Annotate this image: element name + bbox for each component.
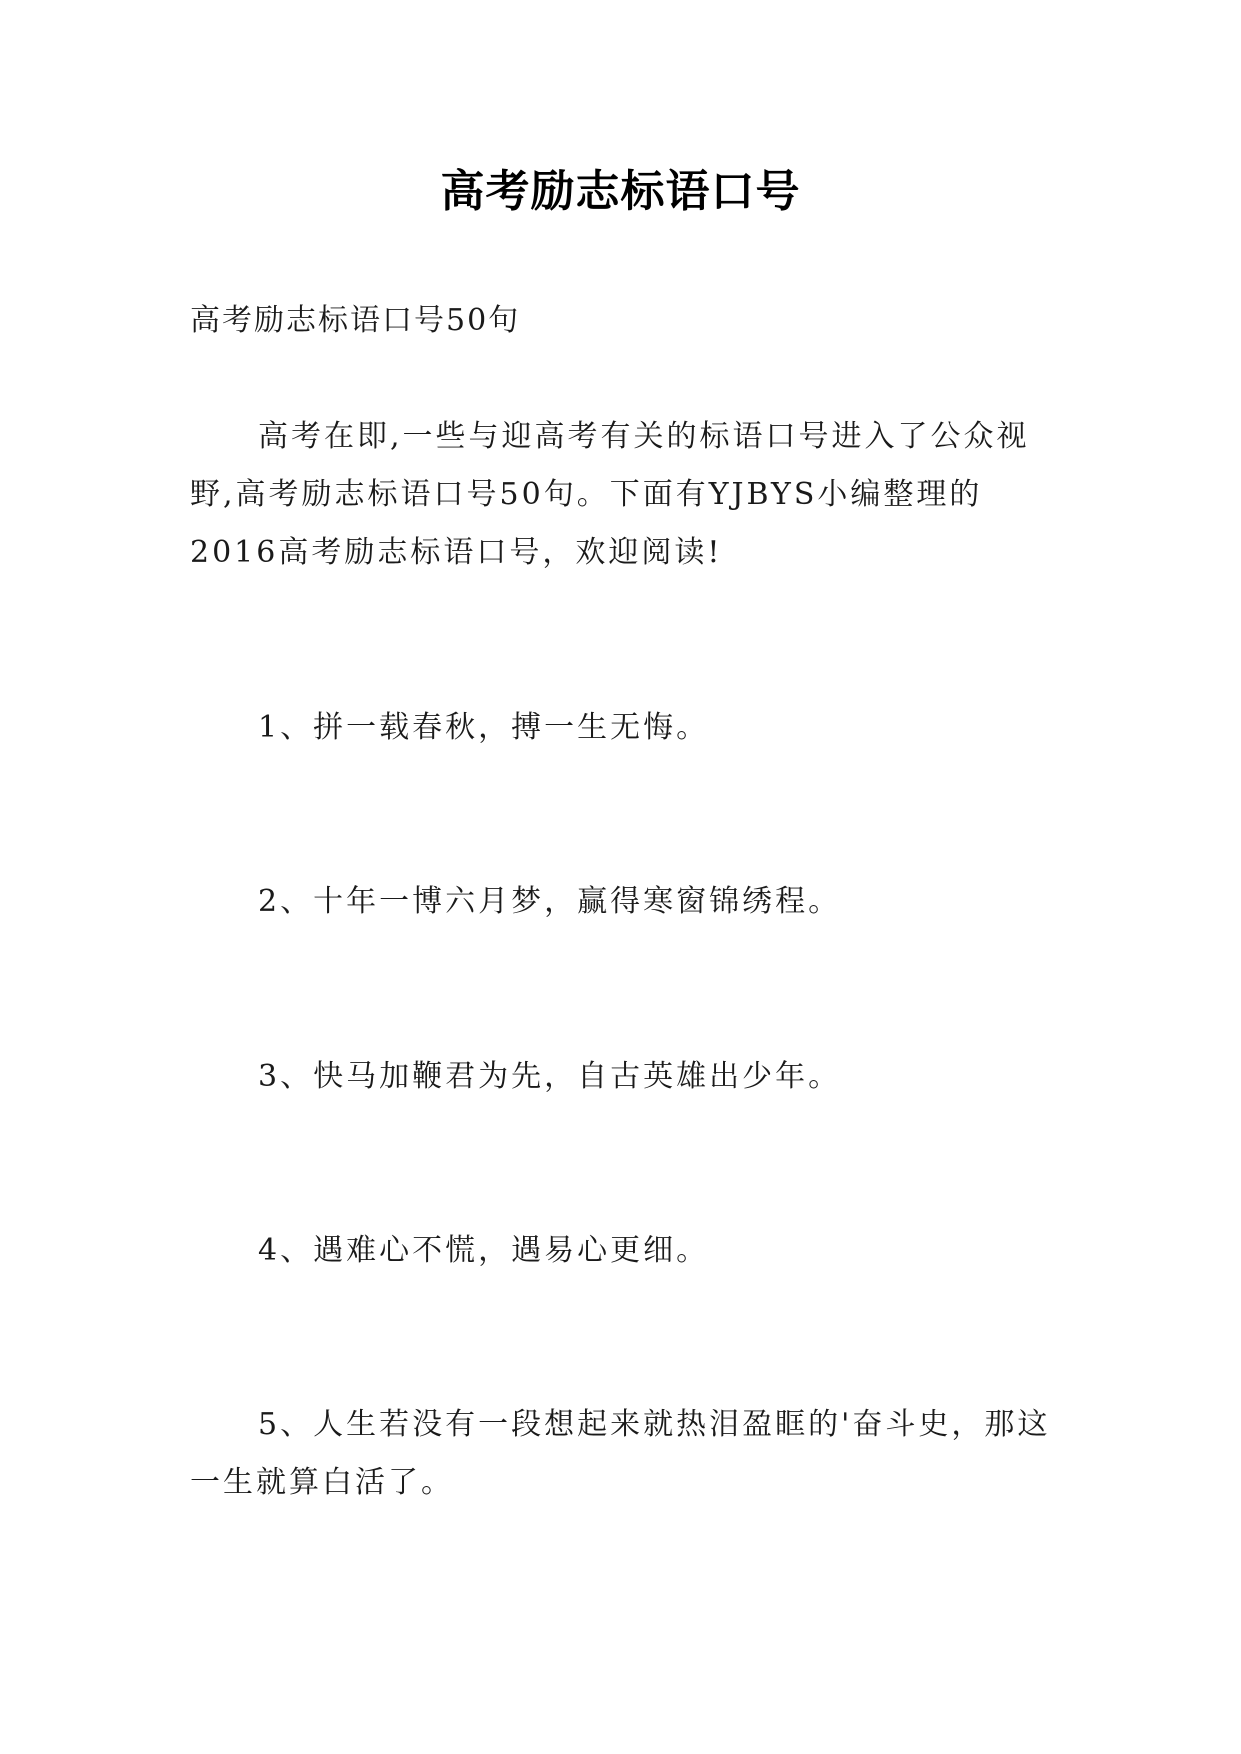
slogan-item-3: 3、快马加鞭君为先，自古英雄出少年。: [258, 1059, 842, 1094]
slogan-item-5: 5、人生若没有一段想起来就热泪盈眶的'奋斗史，那这一生就算白活了。: [190, 1407, 1051, 1500]
intro-paragraph: 高考在即,一些与迎高考有关的标语口号进入了公众视野,高考励志标语口号50句。下面有YJBYS小编整理的2016高考励志标语口号，欢迎阅读!: [190, 419, 1030, 570]
slogan-item-1: 1、拼一载春秋，搏一生无悔。: [258, 710, 710, 745]
slogan-item-4: 4、遇难心不慌，遇易心更细。: [258, 1233, 710, 1268]
page-title: 高考励志标语口号: [440, 166, 801, 217]
slogan-item-2: 2、十年一博六月梦，赢得寒窗锦绣程。: [258, 884, 842, 919]
document-subtitle: 高考励志标语口号50句: [190, 303, 521, 338]
